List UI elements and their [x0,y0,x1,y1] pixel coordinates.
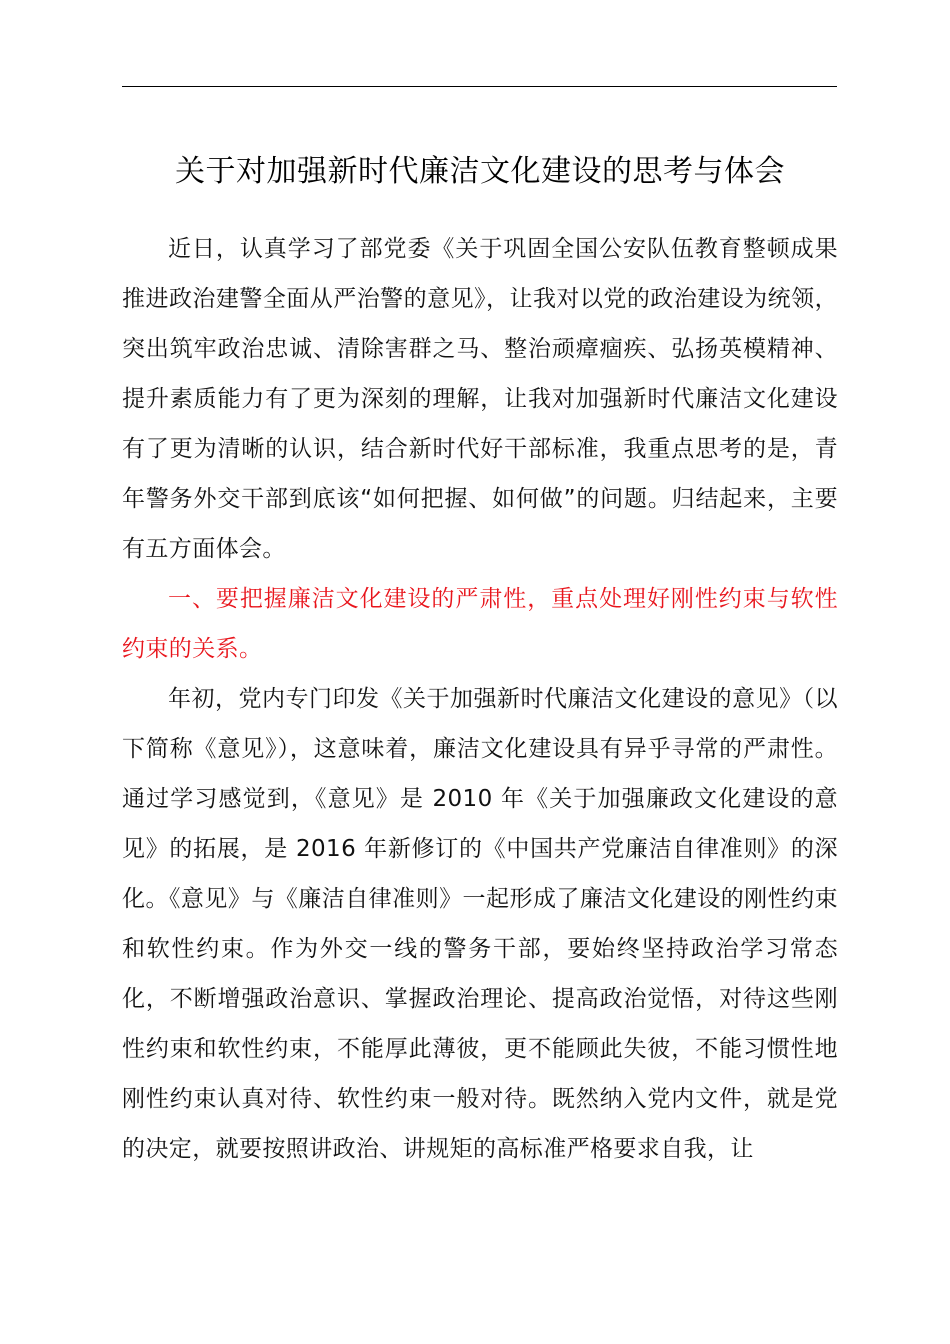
document-body [122,224,838,1174]
document-title: 关于对加强新时代廉洁文化建设的思考与体会 [175,154,785,189]
header-rule [122,86,837,87]
section-1-paragraph: 年初，党内专门印发《关于加强新时代廉洁文化建设的意见》（以下简称《意见》），这意味着，廉洁文化建设具有异乎寻常的严肃性。通过学习感觉到，《意见》是 2010 年《关于加强廉政文化建设的意见》的拓展，是 2016 年新修订的《中国共产党廉洁自律准则》的深化。《意见》与《廉洁自律准则》一起形成了廉洁文化建设的刚性约束和软性约束。作为外交一线的警务干部，要始终坚持政治学习常态化，不断增强政治意识、掌握政治理论、提高政治觉悟，对待这些刚性约束和软性约束，不能厚此薄彼，更不能顾此失彼，不能习惯性地刚性约束认真对待、软性约束一般对待。既然纳入党内文件，就是党的决定，就要按照讲政治、讲规矩的高标准严格要求自我，让 [122,686,838,1162]
intro-paragraph: 近日，认真学习了部党委《关于巩固全国公安队伍教育整顿成果推进政治建警全面从严治警的意见》，让我对以党的政治建设为统领，突出筑牢政治忠诚、清除害群之马、整治顽瘴痼疾、弘扬英模精神、提升素质能力有了更为深刻的理解，让我对加强新时代廉洁文化建设有了更为清晰的认识，结合新时代好干部标准，我重点思考的是，青年警务外交干部到底该“如何把握、如何做”的问题。归结起来，主要有五方面体会。 [122,236,838,562]
section-heading-1: 一、要把握廉洁文化建设的严肃性，重点处理好刚性约束与软性约束的关系。 [122,586,838,662]
